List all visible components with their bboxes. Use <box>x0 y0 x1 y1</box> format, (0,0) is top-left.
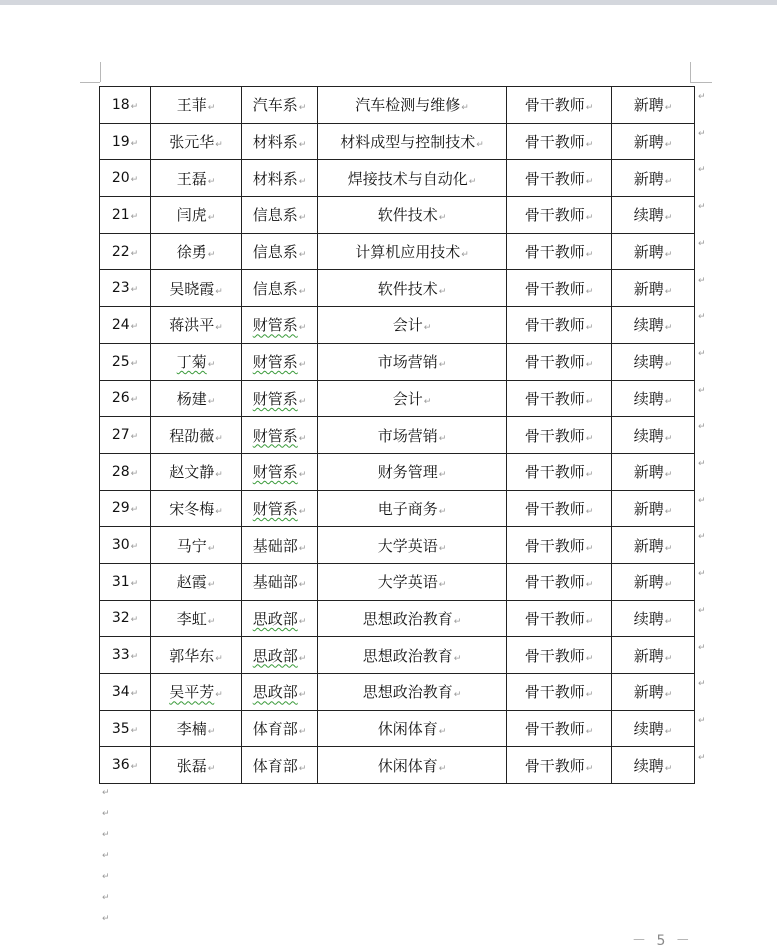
cell-major: 大学英语↵ <box>318 527 507 564</box>
cell-department: 体育部↵ <box>242 747 318 784</box>
paragraph-mark: ↵ <box>102 809 110 819</box>
cell-appointment-type: 新聘↵ <box>612 563 695 600</box>
cell-name: 蒋洪平↵ <box>151 307 242 344</box>
row-end-mark: ↵ <box>698 128 706 139</box>
cell-appointment-type: 新聘↵ <box>612 453 695 490</box>
table-row <box>100 87 695 124</box>
cell-number: 34↵ <box>100 674 151 711</box>
cell-role: 骨干教师↵ <box>507 453 612 490</box>
cell-appointment-type: 续聘↵ <box>612 307 695 344</box>
cell-role: 骨干教师↵ <box>507 563 612 600</box>
teacher-table-body <box>100 87 695 784</box>
row-end-mark: ↵ <box>698 679 706 690</box>
cell-number: 30↵ <box>100 527 151 564</box>
row-end-mark: ↵ <box>698 92 706 102</box>
row-end-mark: ↵ <box>698 752 706 763</box>
cell-role: 骨干教师↵ <box>507 160 612 197</box>
cell-department: 财管系↵ <box>242 453 318 490</box>
cell-number: 20↵ <box>100 160 151 197</box>
cell-appointment-type: 新聘↵ <box>612 270 695 307</box>
cell-department: 信息系↵ <box>242 233 318 270</box>
cell-major: 电子商务↵ <box>318 490 507 527</box>
cell-name: 杨建↵ <box>151 380 242 417</box>
cell-number: 31↵ <box>100 563 151 600</box>
cell-number: 19↵ <box>100 123 151 160</box>
cell-number: 18↵ <box>100 87 151 124</box>
cell-major: 材料成型与控制技术↵ <box>318 123 507 160</box>
table-row <box>100 197 695 234</box>
cell-major: 会计↵ <box>318 307 507 344</box>
table-row <box>100 710 695 747</box>
paragraph-mark: ↵ <box>102 914 110 924</box>
table-row <box>100 417 695 454</box>
cell-major: 思想政治教育↵ <box>318 637 507 674</box>
cell-department: 材料系↵ <box>242 123 318 160</box>
cell-number: 27↵ <box>100 417 151 454</box>
cell-department: 财管系↵ <box>242 380 318 417</box>
cell-department: 思政部↵ <box>242 674 318 711</box>
page-number: － 5 － <box>632 933 693 949</box>
row-end-mark: ↵ <box>698 348 706 359</box>
cell-major: 思想政治教育↵ <box>318 674 507 711</box>
cell-role: 骨干教师↵ <box>507 417 612 454</box>
table-row <box>100 490 695 527</box>
cell-major: 会计↵ <box>318 380 507 417</box>
table-row <box>100 453 695 490</box>
cell-major: 汽车检测与维修↵ <box>318 87 507 124</box>
cell-number: 25↵ <box>100 343 151 380</box>
table-row <box>100 563 695 600</box>
cell-name: 徐勇↵ <box>151 233 242 270</box>
cell-role: 骨干教师↵ <box>507 270 612 307</box>
table-row <box>100 600 695 637</box>
cell-name: 李楠↵ <box>151 710 242 747</box>
cell-name: 李虹↵ <box>151 600 242 637</box>
cell-role: 骨干教师↵ <box>507 527 612 564</box>
cell-role: 骨干教师↵ <box>507 490 612 527</box>
table-row <box>100 343 695 380</box>
cell-role: 骨干教师↵ <box>507 197 612 234</box>
table-row <box>100 637 695 674</box>
cell-department: 汽车系↵ <box>242 87 318 124</box>
cell-appointment-type: 新聘↵ <box>612 160 695 197</box>
cell-department: 材料系↵ <box>242 160 318 197</box>
cell-role: 骨干教师↵ <box>507 747 612 784</box>
cell-major: 市场营销↵ <box>318 417 507 454</box>
cell-appointment-type: 新聘↵ <box>612 527 695 564</box>
row-end-mark: ↵ <box>698 532 706 543</box>
cell-name: 张元华↵ <box>151 123 242 160</box>
cell-number: 23↵ <box>100 270 151 307</box>
cell-major: 财务管理↵ <box>318 453 507 490</box>
teacher-table <box>99 86 695 784</box>
cell-name: 张磊↵ <box>151 747 242 784</box>
cell-name: 马宁↵ <box>151 527 242 564</box>
paragraph-mark: ↵ <box>102 851 110 861</box>
paragraph-mark: ↵ <box>102 893 110 903</box>
cell-name: 王磊↵ <box>151 160 242 197</box>
cell-name: 吴平芳↵ <box>151 674 242 711</box>
cell-department: 思政部↵ <box>242 600 318 637</box>
table-row <box>100 160 695 197</box>
cell-major: 软件技术↵ <box>318 197 507 234</box>
cell-name: 吴晓霞↵ <box>151 270 242 307</box>
cell-department: 财管系↵ <box>242 343 318 380</box>
cell-number: 35↵ <box>100 710 151 747</box>
row-end-mark: ↵ <box>698 605 706 616</box>
row-end-mark: ↵ <box>698 202 706 213</box>
cell-department: 信息系↵ <box>242 270 318 307</box>
table-row <box>100 123 695 160</box>
cell-role: 骨干教师↵ <box>507 600 612 637</box>
row-end-mark: ↵ <box>698 495 706 506</box>
cell-department: 思政部↵ <box>242 637 318 674</box>
table-row <box>100 527 695 564</box>
cell-major: 焊接技术与自动化↵ <box>318 160 507 197</box>
table-row <box>100 307 695 344</box>
paragraph-mark: ↵ <box>102 872 110 882</box>
cell-appointment-type: 新聘↵ <box>612 674 695 711</box>
paragraph-mark: ↵ <box>102 830 110 840</box>
cell-number: 26↵ <box>100 380 151 417</box>
cell-number: 29↵ <box>100 490 151 527</box>
cell-appointment-type: 续聘↵ <box>612 380 695 417</box>
cell-appointment-type: 新聘↵ <box>612 87 695 124</box>
cell-role: 骨干教师↵ <box>507 87 612 124</box>
cell-role: 骨干教师↵ <box>507 233 612 270</box>
cell-number: 33↵ <box>100 637 151 674</box>
table-row <box>100 233 695 270</box>
cell-name: 赵文静↵ <box>151 453 242 490</box>
cell-major: 休闲体育↵ <box>318 747 507 784</box>
row-end-mark: ↵ <box>698 165 706 176</box>
row-end-mark: ↵ <box>698 385 706 396</box>
cell-department: 基础部↵ <box>242 527 318 564</box>
cell-major: 思想政治教育↵ <box>318 600 507 637</box>
row-end-mark: ↵ <box>698 238 706 249</box>
cell-department: 财管系↵ <box>242 490 318 527</box>
cell-number: 32↵ <box>100 600 151 637</box>
margin-corner-mark-right-h <box>690 82 712 83</box>
table-row <box>100 380 695 417</box>
row-end-mark: ↵ <box>698 569 706 580</box>
cell-name: 郭华东↵ <box>151 637 242 674</box>
cell-role: 骨干教师↵ <box>507 710 612 747</box>
window-top-border <box>0 0 777 5</box>
cell-role: 骨干教师↵ <box>507 307 612 344</box>
row-end-mark: ↵ <box>698 459 706 469</box>
cell-major: 大学英语↵ <box>318 563 507 600</box>
cell-major: 市场营销↵ <box>318 343 507 380</box>
cell-number: 28↵ <box>100 453 151 490</box>
paragraph-mark: ↵ <box>102 788 110 798</box>
cell-number: 22↵ <box>100 233 151 270</box>
table-row <box>100 270 695 307</box>
margin-corner-mark-right <box>690 62 691 82</box>
cell-appointment-type: 续聘↵ <box>612 600 695 637</box>
cell-appointment-type: 新聘↵ <box>612 233 695 270</box>
cell-major: 休闲体育↵ <box>318 710 507 747</box>
cell-appointment-type: 新聘↵ <box>612 490 695 527</box>
row-end-mark: ↵ <box>698 715 706 726</box>
cell-name: 丁菊↵ <box>151 343 242 380</box>
table-row <box>100 674 695 711</box>
row-end-mark: ↵ <box>698 642 706 653</box>
cell-number: 21↵ <box>100 197 151 234</box>
row-end-mark: ↵ <box>698 275 706 286</box>
cell-name: 赵霞↵ <box>151 563 242 600</box>
cell-appointment-type: 续聘↵ <box>612 710 695 747</box>
cell-department: 财管系↵ <box>242 417 318 454</box>
row-end-mark: ↵ <box>698 422 706 433</box>
cell-department: 信息系↵ <box>242 197 318 234</box>
cell-role: 骨干教师↵ <box>507 123 612 160</box>
cell-name: 程劭薇↵ <box>151 417 242 454</box>
cell-number: 24↵ <box>100 307 151 344</box>
cell-appointment-type: 新聘↵ <box>612 123 695 160</box>
cell-name: 闫虎↵ <box>151 197 242 234</box>
margin-corner-mark-left <box>100 62 101 82</box>
cell-appointment-type: 续聘↵ <box>612 343 695 380</box>
table-row <box>100 747 695 784</box>
cell-appointment-type: 续聘↵ <box>612 417 695 454</box>
cell-appointment-type: 续聘↵ <box>612 747 695 784</box>
cell-appointment-type: 新聘↵ <box>612 637 695 674</box>
cell-name: 王菲↵ <box>151 87 242 124</box>
margin-corner-mark-left-h <box>80 82 100 83</box>
cell-name: 宋冬梅↵ <box>151 490 242 527</box>
cell-role: 骨干教师↵ <box>507 343 612 380</box>
cell-department: 体育部↵ <box>242 710 318 747</box>
cell-role: 骨干教师↵ <box>507 380 612 417</box>
cell-role: 骨干教师↵ <box>507 674 612 711</box>
cell-role: 骨干教师↵ <box>507 637 612 674</box>
cell-major: 软件技术↵ <box>318 270 507 307</box>
cell-department: 基础部↵ <box>242 563 318 600</box>
cell-appointment-type: 续聘↵ <box>612 197 695 234</box>
cell-major: 计算机应用技术↵ <box>318 233 507 270</box>
row-end-mark: ↵ <box>698 312 706 323</box>
cell-number: 36↵ <box>100 747 151 784</box>
cell-department: 财管系↵ <box>242 307 318 344</box>
